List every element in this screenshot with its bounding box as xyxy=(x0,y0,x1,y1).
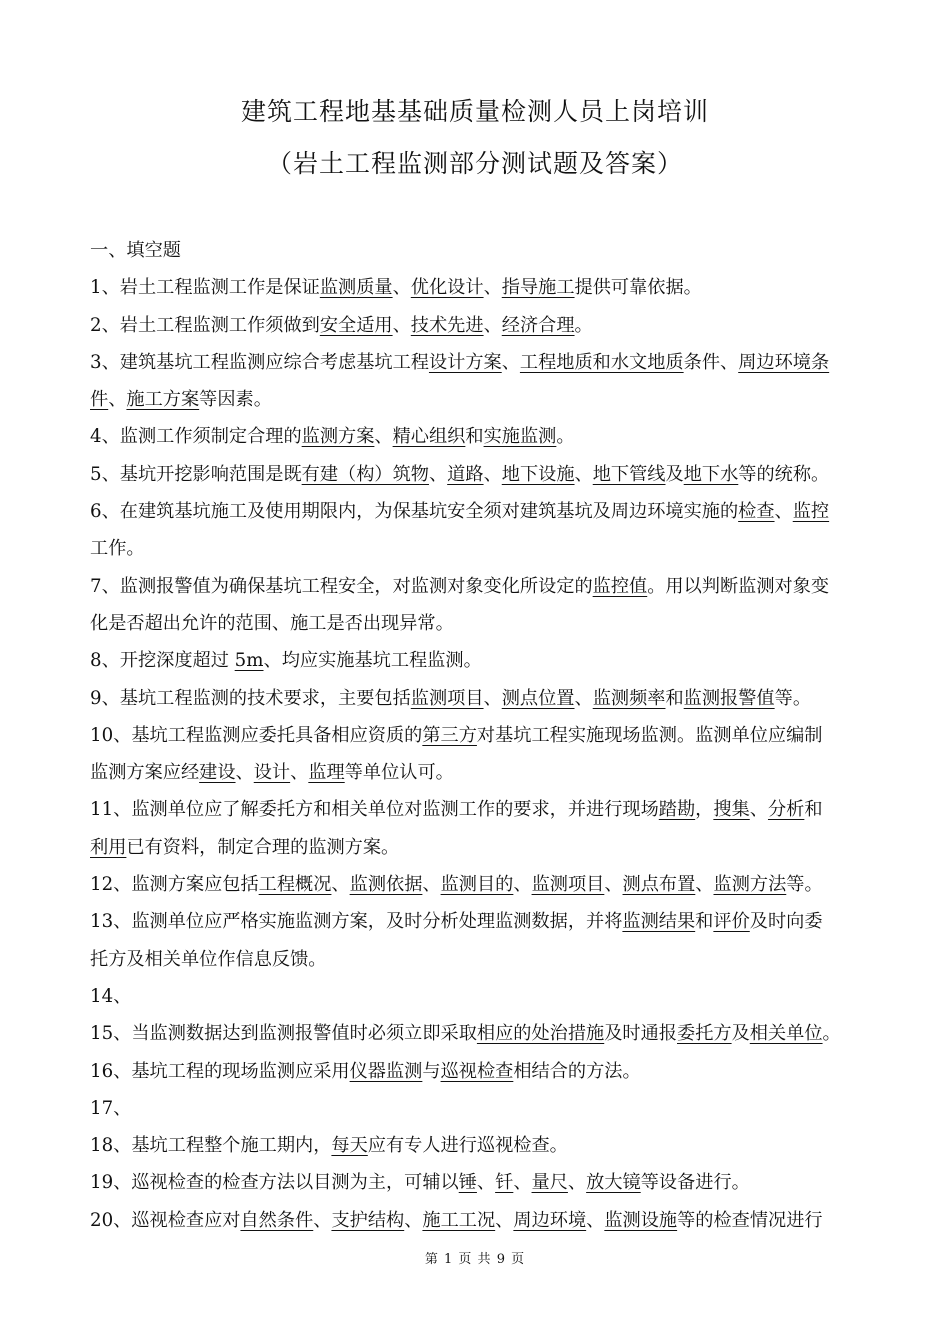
question-text: 20、巡视检查应对 xyxy=(90,1209,241,1231)
answer-blank: 检查 xyxy=(738,501,775,523)
text-line xyxy=(90,344,865,381)
answer-blank: 监控值 xyxy=(592,575,648,597)
question-text: 、 xyxy=(428,463,448,485)
question-text: 和 xyxy=(465,426,484,448)
answer-blank: 建设 xyxy=(199,762,236,784)
question-text: 、 xyxy=(513,1172,532,1194)
answer-blank: 优化设计 xyxy=(410,277,484,299)
answer-blank: 分析 xyxy=(767,799,805,821)
question-text: 、 xyxy=(108,389,127,411)
question-text: 、 xyxy=(374,426,393,448)
text-line xyxy=(90,754,865,791)
answer-blank: 指导施工 xyxy=(501,277,575,299)
answer-blank: 监测报警值 xyxy=(683,687,775,709)
question-text: 等设备进行。 xyxy=(640,1172,750,1194)
text-line xyxy=(90,530,865,567)
text-line xyxy=(90,456,865,493)
question-text: 监测方案应经 xyxy=(90,762,200,784)
question-text: 、 xyxy=(235,762,254,784)
answer-blank: 监控 xyxy=(792,501,830,523)
answer-blank: 施工方案 xyxy=(126,389,200,411)
question-text: 和 xyxy=(695,911,714,933)
question-text: 及时向委 xyxy=(749,911,823,933)
question-text: 、 xyxy=(749,799,768,821)
answer-blank: 钎 xyxy=(495,1172,514,1194)
question-text: 3、建筑基坑工程监测应综合考虑基坑工程 xyxy=(90,351,429,373)
answer-blank: 放大镜 xyxy=(586,1172,641,1194)
answer-blank: 实施监测 xyxy=(483,426,557,448)
question-text: 工作。 xyxy=(90,538,145,560)
question-text: 托方及相关单位作信息反馈。 xyxy=(90,948,327,970)
answer-blank: 周边环境 xyxy=(513,1209,587,1231)
question-text: 、 xyxy=(392,314,411,336)
answer-blank: 监测设施 xyxy=(604,1209,678,1231)
answer-blank: 测点布置 xyxy=(622,874,696,896)
text-line xyxy=(90,978,865,1015)
answer-blank: 地下管线 xyxy=(592,463,666,485)
question-text: 、 xyxy=(695,874,714,896)
text-line xyxy=(90,1015,865,1052)
answer-blank: 监测质量 xyxy=(319,277,393,299)
question-text: 1、岩土工程监测工作是保证 xyxy=(90,277,320,299)
text-line xyxy=(90,791,865,828)
answer-blank: 评价 xyxy=(713,911,750,933)
question-list xyxy=(90,232,865,1239)
question-text: 、 xyxy=(313,1209,332,1231)
answer-blank: 监测目的 xyxy=(440,874,514,896)
question-text: 、 xyxy=(422,874,441,896)
answer-blank: 经济合理 xyxy=(501,314,575,336)
text-line xyxy=(90,903,865,940)
question-text: 、 xyxy=(476,1172,496,1194)
question-text: 和 xyxy=(804,799,823,821)
answer-blank: 地下水 xyxy=(683,463,739,485)
question-text: 对基坑工程实施现场监测。监测单位应编制 xyxy=(476,724,823,746)
answer-blank: 第三方 xyxy=(422,724,477,746)
answer-blank: 每天 xyxy=(331,1135,368,1157)
text-line xyxy=(90,493,865,530)
answer-blank: 设计 xyxy=(253,762,291,784)
question-text: 、 xyxy=(392,277,411,299)
answer-blank: 设计方案 xyxy=(428,351,502,373)
question-text: 、 xyxy=(774,501,793,523)
text-line xyxy=(90,680,865,717)
answer-blank: 监测依据 xyxy=(349,874,423,896)
answer-blank: 相应的处治措施 xyxy=(476,1023,605,1045)
question-text: 等的检查情况进行 xyxy=(677,1209,823,1231)
text-line xyxy=(90,866,865,903)
question-text: 18、基坑工程整个施工期内， xyxy=(90,1135,332,1157)
text-line xyxy=(90,829,865,866)
question-text: 应有专人进行巡视检查。 xyxy=(367,1135,568,1157)
text-line xyxy=(90,1090,865,1127)
answer-blank: 安全适用 xyxy=(319,314,393,336)
question-text: 14、 xyxy=(90,985,132,1007)
question-text: 10、基坑工程监测应委托具备相应资质的 xyxy=(90,724,423,746)
question-text: 相结合的方法。 xyxy=(513,1060,641,1082)
question-text: 及时通报 xyxy=(604,1023,677,1045)
question-text: 、 xyxy=(483,687,502,709)
page-footer: 第 1 页 共 9 页 xyxy=(424,1252,526,1267)
question-text: 17、 xyxy=(90,1097,132,1119)
answer-blank: 测点位置 xyxy=(501,687,575,709)
text-line xyxy=(90,568,865,605)
question-text: 、 xyxy=(586,1209,605,1231)
answer-blank: 相关单位 xyxy=(749,1023,823,1045)
question-text: 、 xyxy=(513,874,532,896)
answer-blank: 委托方 xyxy=(677,1023,732,1045)
question-text: 条件、 xyxy=(683,351,739,373)
question-text: 已有资料，制定合理的监测方案。 xyxy=(126,836,400,858)
question-text: 、 xyxy=(331,874,350,896)
answer-blank: 锤 xyxy=(458,1172,477,1194)
answer-blank: 利用 xyxy=(90,836,127,858)
question-text: 等。 xyxy=(774,687,812,709)
question-text: 与 xyxy=(422,1060,441,1082)
text-line xyxy=(90,717,865,754)
section-heading xyxy=(90,232,865,269)
question-text: 12、监测方案应包括 xyxy=(90,874,259,896)
text-line xyxy=(90,1202,865,1239)
question-text: 等因素。 xyxy=(199,389,272,411)
question-text: 、 xyxy=(574,687,593,709)
answer-blank: 监测结果 xyxy=(622,911,696,933)
answer-blank: 踏勘 xyxy=(658,799,696,821)
answer-blank: 自然条件 xyxy=(240,1209,314,1231)
question-text: 2、岩土工程监测工作须做到 xyxy=(90,314,320,336)
document-title: 建筑工程地基基础质量检测人员上岗培训 xyxy=(240,97,709,126)
question-text: 19、巡视检查的检查方法以目测为主，可辅以 xyxy=(90,1172,459,1194)
answer-blank: 施工工况 xyxy=(422,1209,496,1231)
question-text: 16、基坑工程的现场监测应采用 xyxy=(90,1060,350,1082)
text-line xyxy=(90,1053,865,1090)
text-line xyxy=(90,605,865,642)
text-line xyxy=(90,1164,865,1201)
question-text: 提供可靠依据。 xyxy=(574,277,702,299)
question-text: 11、监测单位应了解委托方和相关单位对监测工作的要求，并进行现场 xyxy=(90,799,659,821)
question-text: ， xyxy=(695,799,714,821)
question-text: 、 xyxy=(404,1209,423,1231)
document-subtitle: （岩土工程监测部分测试题及答案） xyxy=(266,149,683,178)
question-text: 、 xyxy=(483,277,502,299)
question-text: 及 xyxy=(731,1023,750,1045)
answer-blank: 道路 xyxy=(447,463,484,485)
question-text: 。用以判断监测对象变 xyxy=(647,575,830,597)
answer-blank: 搜集 xyxy=(713,799,750,821)
question-text: 、 xyxy=(501,351,520,373)
answer-blank: 仪器监测 xyxy=(349,1060,423,1082)
answer-blank: 量尺 xyxy=(531,1172,568,1194)
answer-blank: 监测项目 xyxy=(410,687,484,709)
answer-blank: 5m xyxy=(234,650,264,672)
question-text: 、 xyxy=(483,463,502,485)
question-text: 7、监测报警值为确保基坑工程安全，对监测对象变化所设定的 xyxy=(90,575,593,597)
text-line xyxy=(90,307,865,344)
question-text: 4、监测工作须制定合理的 xyxy=(90,426,302,448)
question-text: 和 xyxy=(665,687,684,709)
answer-blank: 监测方法 xyxy=(713,874,787,896)
question-text: 、 xyxy=(604,874,623,896)
question-text: 一、填空题 xyxy=(90,240,181,261)
answer-blank: 地下设施 xyxy=(501,463,575,485)
answer-blank: 监测项目 xyxy=(531,874,605,896)
question-text: 13、监测单位应严格实施监测方案，及时分析处理监测数据，并将 xyxy=(90,911,623,933)
question-text: 等。 xyxy=(786,874,823,896)
answer-blank: 监理 xyxy=(308,762,345,784)
answer-blank: 技术先进 xyxy=(410,314,484,336)
question-text: 。 xyxy=(822,1023,841,1045)
question-text: 。 xyxy=(556,426,575,448)
question-text: 9、基坑工程监测的技术要求，主要包括 xyxy=(90,687,411,709)
answer-blank: 有建（构）筑物 xyxy=(301,463,429,485)
question-text: 、均应实施基坑工程监测。 xyxy=(263,650,482,672)
question-text: 等单位认可。 xyxy=(344,762,454,784)
question-text: 、 xyxy=(495,1209,514,1231)
question-text: 。 xyxy=(574,314,593,336)
question-text: 、 xyxy=(574,463,593,485)
question-text: 6、在建筑基坑施工及使用期限内，为保基坑安全须对建筑基坑及周边环境实施的 xyxy=(90,501,739,523)
answer-blank: 精心组织 xyxy=(392,426,466,448)
text-line xyxy=(90,642,865,679)
question-text: 等的统称。 xyxy=(738,463,830,485)
question-text: 、 xyxy=(483,314,502,336)
answer-blank: 监测方案 xyxy=(301,426,375,448)
question-text: 15、当监测数据达到监测报警值时必须立即采取 xyxy=(90,1023,477,1045)
text-line xyxy=(90,269,865,306)
answer-blank: 监测频率 xyxy=(592,687,666,709)
question-text: 及 xyxy=(665,463,684,485)
question-text: 化是否超出允许的范围、施工是否出现异常。 xyxy=(90,612,454,634)
answer-blank: 工程概况 xyxy=(258,874,332,896)
text-line xyxy=(90,1127,865,1164)
text-line xyxy=(90,418,865,455)
answer-blank: 件 xyxy=(90,389,109,411)
question-text: 、 xyxy=(567,1172,587,1194)
answer-blank: 周边环境条 xyxy=(738,351,830,373)
question-text: 5、基坑开挖影响范围是既 xyxy=(90,463,302,485)
text-line xyxy=(90,941,865,978)
question-text: 、 xyxy=(290,762,309,784)
answer-blank: 巡视检查 xyxy=(440,1060,514,1082)
answer-blank: 工程地质和水文地质 xyxy=(519,351,684,373)
text-line xyxy=(90,381,865,418)
question-text: 8、开挖深度超过 xyxy=(90,650,235,672)
answer-blank: 支护结构 xyxy=(331,1209,405,1231)
